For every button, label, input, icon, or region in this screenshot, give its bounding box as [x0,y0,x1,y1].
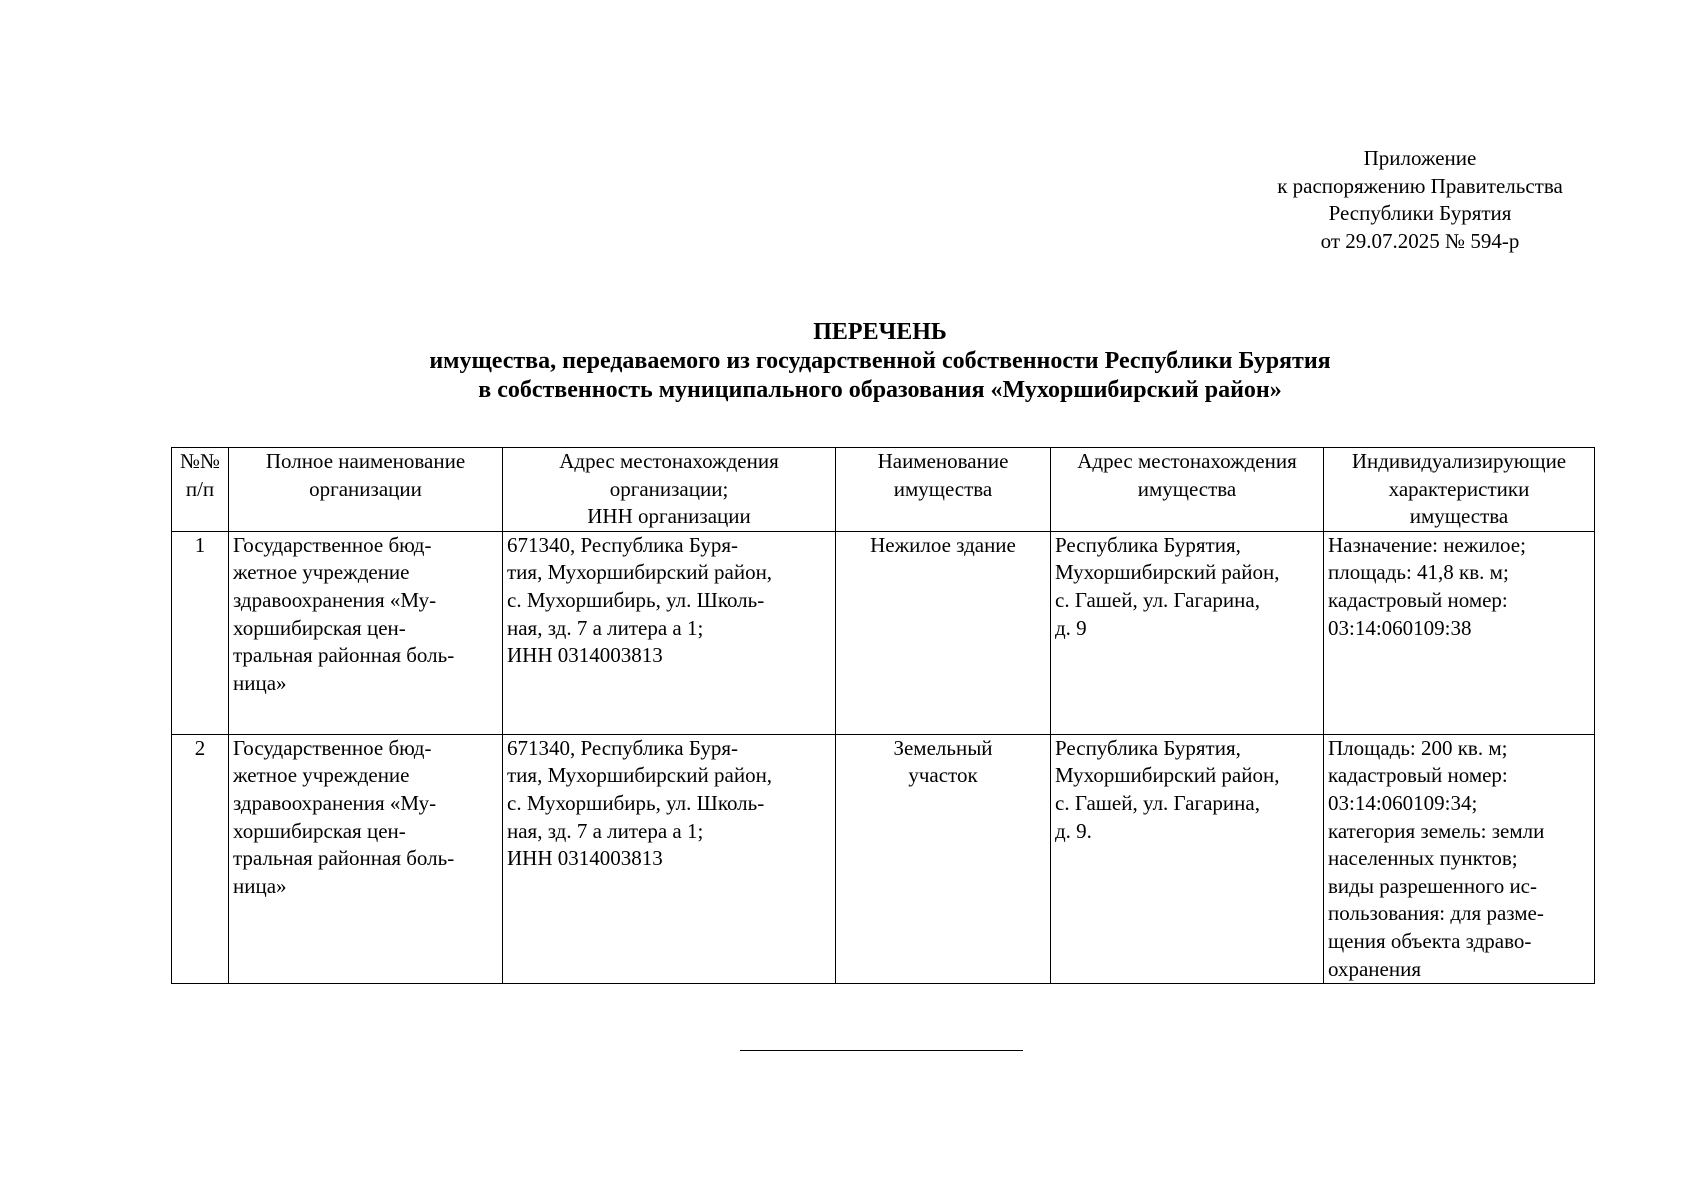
cell-text-line: ИНН 0314003813 [507,846,663,871]
cell-text-line: организации [309,476,422,501]
cell-text-line: имущества [1137,476,1237,501]
cell-text-line: д. 9. [1055,818,1092,843]
cell-text-line: категория земель: земли [1328,818,1545,843]
appendix-line: к распоряжению Правительства [1277,173,1563,198]
closing-divider-line [740,1050,1023,1051]
cell-text-line: ница» [233,873,287,898]
cell-text-line: организации; [609,476,729,501]
cell-text-line: ИНН 0314003813 [507,643,663,668]
cell-text-line: ная, зд. 7 а литера а 1; [507,615,704,640]
appendix-line: Приложение [1363,146,1477,170]
appendix-line: Республики Бурятия [1328,201,1512,225]
cell-text-line: кадастровый номер: [1328,587,1508,612]
property-characteristics [1324,734,1595,983]
cell-text-line: с. Гашей, ул. Гагарина, [1055,587,1260,612]
cell-text-line: Индивидуализирующие [1351,449,1567,473]
document-heading [170,318,1590,405]
cell-text-line: ИНН организации [587,504,751,529]
cell-text-line: тия, Мухоршибирский район, [507,560,773,585]
organization-name [229,734,503,983]
cell-text-line: жетное учреждение [233,763,410,788]
organization-address [503,734,836,983]
appendix-line: от 29.07.2025 № 594-р [1320,228,1520,253]
document-subtitle-line: имущества, передаваемого из государственной собственности Республики Бурятия [429,348,1331,374]
cell-text-line: ница» [233,670,287,695]
cell-text-line: ная, зд. 7 а литера а 1; [507,818,704,843]
header-cell-organization [229,448,503,532]
cell-text-line: 671340, Республика Буря- [507,735,739,760]
cell-text-line: д. 9 [1055,615,1087,640]
cell-text-line: 671340, Республика Буря- [507,532,739,557]
cell-text-line: п/п [185,476,215,501]
cell-text-line: Государственное бюд- [233,532,432,557]
property-name [836,531,1051,734]
cell-text-line: виды разрешенного ис- [1328,873,1537,898]
property-table [171,447,1595,984]
cell-text-line: имущества [893,476,993,501]
document-title: ПЕРЕЧЕНЬ [813,319,947,345]
cell-text-line: Мухоршибирский район, [1055,560,1280,585]
cell-text-line: жетное учреждение [233,560,410,585]
appendix-block [1235,145,1605,255]
cell-text-line: Республика Бурятия, [1055,532,1241,557]
cell-text-line: пользования: для разме- [1328,901,1544,926]
cell-text-line: хоршибирская цен- [233,818,406,843]
cell-text-line: с. Гашей, ул. Гагарина, [1055,790,1260,815]
cell-text-line: Адрес местонахождения [1077,449,1297,473]
row-number: 1 [172,531,229,734]
property-characteristics [1324,531,1595,734]
cell-text-line: тральная районная боль- [233,643,455,668]
header-cell-organization-address [503,448,836,532]
cell-text-line: характеристики [1388,476,1530,501]
header-cell-characteristics [1324,448,1595,532]
cell-text-line: Наименование [877,449,1009,473]
organization-address [503,531,836,734]
cell-text-line: Площадь: 200 кв. м; [1328,735,1508,760]
cell-text-line: Республика Бурятия, [1055,735,1241,760]
document-subtitle-line: в собственность муниципального образования «Мухоршибирский район» [478,377,1282,403]
cell-text-line: Государственное бюд- [233,735,432,760]
cell-text-line: щения объекта здраво- [1328,928,1532,953]
cell-text-line: здравоохранения «Му- [233,790,437,815]
cell-text-line: Нежилое здание [870,532,1016,557]
cell-text-line: Назначение: нежилое; [1328,532,1526,557]
cell-text-line: здравоохранения «Му- [233,587,437,612]
cell-text-line: хоршибирская цен- [233,615,406,640]
cell-text-line: 03:14:060109:34; [1328,790,1478,815]
cell-text-line: Полное наименование [265,449,466,473]
cell-text-line: №№ [179,449,221,473]
row-number: 2 [172,734,229,983]
cell-text-line: площадь: 41,8 кв. м; [1328,560,1509,585]
organization-name [229,531,503,734]
cell-text-line: тральная районная боль- [233,846,455,871]
cell-text-line: 03:14:060109:38 [1328,615,1472,640]
cell-text-line: участок [908,763,978,788]
cell-text-line: Мухоршибирский район, [1055,763,1280,788]
cell-text-line: населенных пунктов; [1328,846,1518,871]
cell-text-line: с. Мухоршибирь, ул. Школь- [507,790,765,815]
cell-text-line: кадастровый номер: [1328,763,1508,788]
property-name [836,734,1051,983]
header-cell-number [172,448,229,532]
header-cell-property-address [1051,448,1324,532]
property-address [1051,531,1324,734]
table-row [172,734,1595,983]
cell-text-line: с. Мухоршибирь, ул. Школь- [507,587,765,612]
header-cell-property-name [836,448,1051,532]
table-row [172,531,1595,734]
cell-text-line: Адрес местонахождения [559,449,779,473]
cell-text-line: Земельный [893,735,993,760]
table-header-row [172,448,1595,532]
property-address [1051,734,1324,983]
cell-text-line: имущества [1409,504,1509,529]
cell-text-line: тия, Мухоршибирский район, [507,763,773,788]
cell-text-line: охранения [1328,956,1421,981]
